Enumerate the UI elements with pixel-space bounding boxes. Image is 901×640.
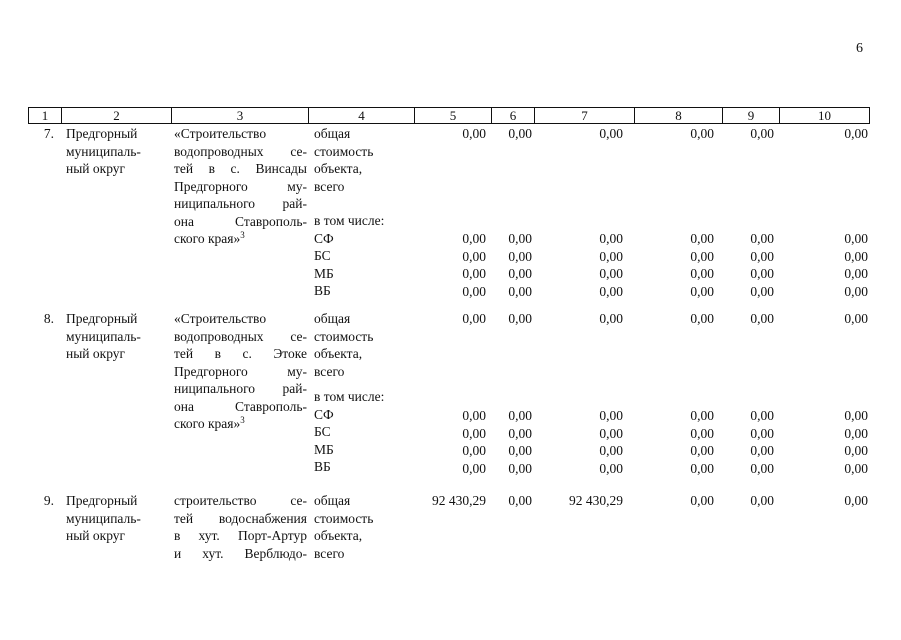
header-col-5: 5 bbox=[414, 108, 491, 123]
value-col-5: 0,00 bbox=[462, 460, 486, 476]
value-col-7: 0,00 bbox=[599, 126, 623, 141]
value-col-5: 0,00 bbox=[462, 443, 486, 458]
total-values bbox=[28, 125, 870, 143]
page-number: 6 bbox=[856, 41, 863, 56]
header-col-1: 1 bbox=[41, 108, 49, 123]
value-col-6: 0,00 bbox=[508, 443, 532, 458]
header-col-10: 10 bbox=[779, 108, 869, 123]
footnote-mark: 3 bbox=[240, 415, 245, 425]
municipality-line: Предгорный bbox=[66, 126, 138, 141]
indicator-line: всего bbox=[314, 363, 345, 379]
header-col-8: 8 bbox=[634, 108, 722, 123]
value-col-9: 0,00 bbox=[750, 425, 774, 441]
object-line: водопроводных се- bbox=[174, 143, 307, 159]
value-col-9: 0,00 bbox=[750, 126, 774, 141]
indicator-line: всего bbox=[314, 545, 345, 561]
object-line: она Ставрополь- bbox=[174, 398, 307, 414]
municipality-line: ный округ bbox=[66, 346, 126, 361]
indicator-line: общая bbox=[314, 493, 351, 508]
value-col-9: 0,00 bbox=[750, 231, 774, 246]
value-col-5: 0,00 bbox=[462, 283, 486, 299]
value-col-9: 0,00 bbox=[750, 408, 774, 423]
value-col-7: 0,00 bbox=[599, 231, 623, 246]
value-col-10: 0,00 bbox=[844, 443, 868, 458]
value-col-10: 0,00 bbox=[844, 126, 868, 141]
value-col-6: 0,00 bbox=[508, 126, 532, 141]
municipality-line: муниципаль- bbox=[66, 328, 141, 344]
indicator-line: стоимость bbox=[314, 328, 374, 344]
value-col-8: 0,00 bbox=[690, 248, 714, 264]
object-line: в хут. Порт-Артур bbox=[174, 528, 307, 543]
vb-values bbox=[28, 460, 870, 478]
value-col-6: 0,00 bbox=[508, 425, 532, 441]
indicator-line: всего bbox=[314, 178, 345, 194]
value-col-6: 0,00 bbox=[508, 283, 532, 299]
value-col-7: 0,00 bbox=[599, 425, 623, 441]
object-line: она Ставрополь- bbox=[174, 213, 307, 229]
subtotal-label: в том числе: bbox=[314, 389, 385, 404]
source-label: ВБ bbox=[314, 283, 331, 298]
municipality-line: муниципаль- bbox=[66, 510, 141, 526]
value-col-8: 0,00 bbox=[690, 311, 714, 326]
value-col-6: 0,00 bbox=[508, 408, 532, 423]
value-col-6: 0,00 bbox=[508, 266, 532, 281]
object-line: водопроводных се- bbox=[174, 328, 307, 344]
value-col-5: 0,00 bbox=[462, 231, 486, 246]
source-label: БС bbox=[314, 248, 331, 263]
municipality-line: Предгорный bbox=[66, 493, 138, 508]
value-col-7: 0,00 bbox=[599, 311, 623, 326]
subtotal-label: в том числе: bbox=[314, 213, 385, 228]
row-number: 8. bbox=[43, 311, 54, 326]
object-line: ского края» bbox=[174, 231, 241, 246]
row-number: 9. bbox=[43, 493, 54, 508]
total-values bbox=[28, 492, 870, 510]
header-col-3: 3 bbox=[171, 108, 308, 123]
vb-values bbox=[28, 283, 870, 301]
value-col-10: 0,00 bbox=[844, 493, 868, 508]
municipality-line: ный округ bbox=[66, 528, 126, 543]
indicator-line: стоимость bbox=[314, 143, 374, 159]
bs-values bbox=[28, 425, 870, 443]
object-line: «Строительство bbox=[174, 126, 267, 141]
value-col-7: 0,00 bbox=[599, 266, 623, 281]
value-col-6: 0,00 bbox=[508, 311, 532, 326]
object-line: ниципального рай- bbox=[174, 381, 307, 396]
value-col-8: 0,00 bbox=[690, 493, 714, 508]
municipality-line: ный округ bbox=[66, 161, 126, 176]
footnote-mark: 3 bbox=[240, 230, 245, 240]
value-col-6: 0,00 bbox=[508, 248, 532, 264]
value-col-8: 0,00 bbox=[690, 266, 714, 281]
source-label: МБ bbox=[314, 441, 334, 457]
object-line: Предгорного му- bbox=[174, 178, 307, 194]
value-col-8: 0,00 bbox=[690, 443, 714, 458]
value-col-10: 0,00 bbox=[844, 460, 868, 476]
value-col-8: 0,00 bbox=[690, 231, 714, 246]
value-col-7: 0,00 bbox=[599, 283, 623, 299]
object-line: тей в с. Этоке bbox=[174, 346, 307, 361]
value-col-10: 0,00 bbox=[844, 231, 868, 246]
indicator-line: общая bbox=[314, 311, 351, 326]
object-line: тей водоснабжения bbox=[174, 510, 307, 526]
header-col-9: 9 bbox=[722, 108, 779, 123]
value-col-10: 0,00 bbox=[844, 425, 868, 441]
value-col-8: 0,00 bbox=[690, 408, 714, 423]
value-col-7: 0,00 bbox=[599, 443, 623, 458]
source-label: ВБ bbox=[314, 459, 331, 474]
value-col-9: 0,00 bbox=[750, 248, 774, 264]
value-col-5: 0,00 bbox=[462, 126, 486, 141]
value-col-6: 0,00 bbox=[508, 460, 532, 476]
value-col-5: 0,00 bbox=[462, 408, 486, 423]
value-col-5: 92 430,29 bbox=[432, 493, 486, 508]
source-label: СФ bbox=[314, 406, 334, 422]
value-col-10: 0,00 bbox=[844, 311, 868, 326]
value-col-8: 0,00 bbox=[690, 126, 714, 141]
value-col-10: 0,00 bbox=[844, 248, 868, 264]
object-line: Предгорного му- bbox=[174, 363, 307, 379]
indicator-line: объекта, bbox=[314, 161, 363, 176]
table-header bbox=[28, 107, 870, 124]
total-values bbox=[28, 310, 870, 328]
value-col-9: 0,00 bbox=[750, 443, 774, 458]
sf-values bbox=[28, 230, 870, 248]
source-label: БС bbox=[314, 424, 331, 439]
indicator-line: объекта, bbox=[314, 528, 363, 543]
value-col-7: 0,00 bbox=[599, 460, 623, 476]
mb-values bbox=[28, 265, 870, 283]
value-col-8: 0,00 bbox=[690, 460, 714, 476]
sf-values bbox=[28, 407, 870, 425]
value-col-10: 0,00 bbox=[844, 266, 868, 281]
object-line: ского края» bbox=[174, 416, 241, 431]
value-col-9: 0,00 bbox=[750, 266, 774, 281]
value-col-5: 0,00 bbox=[462, 248, 486, 264]
object-line: строительство се- bbox=[174, 493, 307, 508]
indicator-line: объекта, bbox=[314, 346, 363, 361]
value-col-9: 0,00 bbox=[750, 493, 774, 508]
value-col-5: 0,00 bbox=[462, 266, 486, 281]
source-label: МБ bbox=[314, 265, 334, 281]
object-line: и хут. Верблюдо- bbox=[174, 545, 307, 561]
row-number: 7. bbox=[43, 126, 54, 141]
value-col-7: 0,00 bbox=[599, 408, 623, 423]
value-col-10: 0,00 bbox=[844, 408, 868, 423]
value-col-6: 0,00 bbox=[508, 493, 532, 508]
header-col-2: 2 bbox=[61, 108, 171, 123]
value-col-10: 0,00 bbox=[844, 283, 868, 299]
mb-values bbox=[28, 442, 870, 460]
value-col-9: 0,00 bbox=[750, 311, 774, 326]
value-col-5: 0,00 bbox=[462, 425, 486, 441]
value-col-8: 0,00 bbox=[690, 425, 714, 441]
header-col-6: 6 bbox=[491, 108, 534, 123]
object-line: тей в с. Винсады bbox=[174, 161, 307, 176]
value-col-8: 0,00 bbox=[690, 283, 714, 299]
object-line: ниципального рай- bbox=[174, 196, 307, 211]
value-col-9: 0,00 bbox=[750, 460, 774, 476]
value-col-7: 0,00 bbox=[599, 248, 623, 264]
header-col-4: 4 bbox=[308, 108, 414, 123]
bs-values bbox=[28, 248, 870, 266]
value-col-6: 0,00 bbox=[508, 231, 532, 246]
value-col-9: 0,00 bbox=[750, 283, 774, 299]
object-line: «Строительство bbox=[174, 311, 267, 326]
value-col-5: 0,00 bbox=[462, 311, 486, 326]
value-col-7: 92 430,29 bbox=[569, 493, 623, 508]
municipality-line: муниципаль- bbox=[66, 143, 141, 159]
indicator-line: общая bbox=[314, 126, 351, 141]
municipality-line: Предгорный bbox=[66, 311, 138, 326]
header-col-7: 7 bbox=[534, 108, 634, 123]
indicator-line: стоимость bbox=[314, 510, 374, 526]
source-label: СФ bbox=[314, 230, 334, 246]
